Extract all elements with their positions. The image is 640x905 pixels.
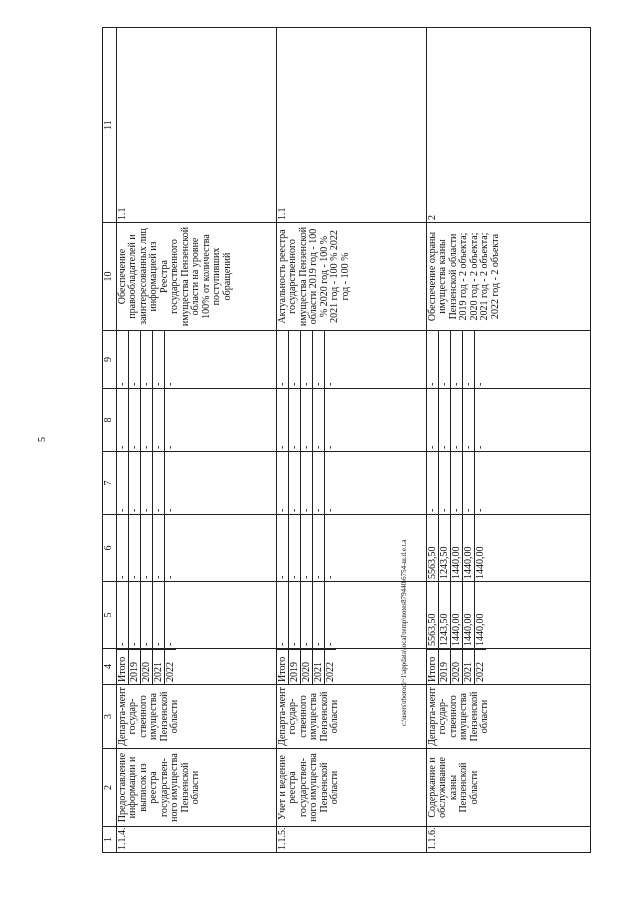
header-cell: 2: [103, 749, 117, 827]
header-cell: 11: [103, 28, 117, 223]
value-cell: -: [152, 331, 164, 388]
header-cell: 9: [103, 331, 117, 389]
value-cell: Итого: [427, 650, 439, 685]
value-cell: -: [300, 452, 312, 514]
budget-col6-cell: [116, 515, 276, 582]
budget-col7-cell: [276, 452, 426, 515]
value-cell: -: [117, 515, 129, 581]
value-cell: -: [450, 389, 462, 451]
value-cell: -: [474, 508, 486, 512]
value-cell: -: [474, 445, 486, 449]
executor-cell: Департа-мент государ-ственного имущества Пензенской области: [426, 685, 590, 749]
value-cell: -: [324, 642, 336, 646]
value-cell: -: [277, 331, 289, 388]
header-cell: 5: [103, 582, 117, 649]
value-cell: Итого: [117, 650, 129, 685]
value-cell: -: [128, 389, 140, 451]
program-table-sheet: [102, 28, 576, 853]
value-cell: -: [140, 389, 152, 451]
header-cell: 1: [103, 827, 117, 853]
year-list-cell: [116, 649, 276, 685]
program-table: [102, 27, 591, 853]
value-cell: 2022: [164, 650, 176, 685]
budget-col9-cell: [116, 331, 276, 389]
header-cell: 3: [103, 685, 117, 749]
value-cell: -: [128, 515, 140, 581]
value-cell: -: [277, 452, 289, 514]
value-cell: 2019: [128, 650, 140, 685]
value-cell: Итого: [277, 650, 289, 685]
value-cell: -: [277, 389, 289, 451]
budget-col7-cell: [426, 452, 590, 515]
value-cell: 2019: [288, 650, 300, 685]
value-cell: 2022: [474, 650, 486, 685]
header-cell: 10: [103, 223, 117, 331]
budget-col6-cell: [426, 515, 590, 582]
budget-col5-cell: [426, 582, 590, 649]
value-cell: -: [312, 389, 324, 451]
value-cell: -: [324, 575, 336, 579]
value-cell: 1440,00: [450, 515, 462, 581]
value-cell: -: [438, 331, 450, 388]
header-row: [103, 28, 117, 853]
file-path-footer: c:\users\rborodi~1\appdata\local\temp\notes879440\6754-ш.d.e.t.a: [400, 539, 408, 726]
row-number-cell: 1.1.4.: [116, 827, 276, 853]
page-number: 5: [37, 437, 48, 442]
header-cell: 7: [103, 452, 117, 515]
value-cell: -: [128, 331, 140, 388]
value-cell: -: [300, 582, 312, 648]
value-cell: 1243,50: [438, 582, 450, 648]
value-cell: 1243,50: [438, 515, 450, 581]
value-cell: -: [462, 452, 474, 514]
value-cell: -: [427, 331, 439, 388]
value-cell: -: [128, 452, 140, 514]
budget-col8-cell: [426, 389, 590, 452]
value-cell: 5563,50: [427, 582, 439, 648]
value-cell: 2020: [140, 650, 152, 685]
indicator-cell: Обеспечение охраны имущества казны Пензенской области 2019 год - 2 объекта; 2020 год - 2 объекта; 2021 год - 2 объекта; 2022 год - 2 объекта: [426, 223, 590, 331]
value-cell: -: [474, 382, 486, 386]
value-cell: -: [324, 382, 336, 386]
value-cell: -: [164, 508, 176, 512]
value-cell: -: [312, 515, 324, 581]
value-cell: -: [117, 331, 129, 388]
value-cell: 2021: [462, 650, 474, 685]
activity-name-cell: Учет и ведение реестра государствен-ного имущества Пензенской области: [276, 749, 426, 827]
value-cell: 2021: [152, 650, 164, 685]
indicator-cell: Актуальность реестра государственного имущества Пензенской области 2019 год - 100 % 2020 год - 100 % 2021 год - 100 % 2022 год - 100 %: [276, 223, 426, 331]
value-cell: -: [164, 642, 176, 646]
value-cell: -: [324, 445, 336, 449]
value-cell: -: [288, 331, 300, 388]
value-cell: -: [164, 382, 176, 386]
budget-col9-cell: [426, 331, 590, 389]
executor-cell: Департа-мент государ-ственного имущества Пензенской области: [276, 685, 426, 749]
table-row: [116, 28, 276, 853]
value-cell: -: [140, 582, 152, 648]
budget-col7-cell: [116, 452, 276, 515]
value-cell: 5563,50: [427, 515, 439, 581]
value-cell: -: [300, 331, 312, 388]
value-cell: -: [312, 452, 324, 514]
value-cell: -: [140, 452, 152, 514]
value-cell: -: [288, 515, 300, 581]
value-cell: -: [152, 389, 164, 451]
activity-name-cell: Содержание и обслуживание казны Пензенской области: [426, 749, 590, 827]
value-cell: -: [117, 389, 129, 451]
value-cell: -: [312, 582, 324, 648]
budget-col5-cell: [116, 582, 276, 649]
value-cell: -: [152, 582, 164, 648]
value-cell: -: [438, 389, 450, 451]
value-cell: -: [427, 452, 439, 514]
header-cell: 6: [103, 515, 117, 582]
value-cell: -: [277, 515, 289, 581]
activity-name-cell: Предоставление информации и выписок из реестра государствен-ного имущества Пензенской области: [116, 749, 276, 827]
value-cell: -: [288, 452, 300, 514]
value-cell: -: [164, 445, 176, 449]
value-cell: -: [300, 389, 312, 451]
value-cell: 2022: [324, 650, 336, 685]
value-cell: -: [324, 508, 336, 512]
value-cell: -: [312, 331, 324, 388]
table-row: [426, 28, 590, 853]
link-cell: 1.1: [276, 28, 426, 223]
value-cell: -: [450, 331, 462, 388]
value-cell: 1440,00: [462, 515, 474, 581]
value-cell: -: [462, 389, 474, 451]
value-cell: -: [450, 452, 462, 514]
value-cell: -: [462, 331, 474, 388]
value-cell: -: [288, 389, 300, 451]
value-cell: 1440,00: [474, 546, 486, 579]
value-cell: -: [277, 582, 289, 648]
link-cell: 2: [426, 28, 590, 223]
link-cell: 1.1: [116, 28, 276, 223]
value-cell: 2020: [300, 650, 312, 685]
value-cell: -: [152, 452, 164, 514]
value-cell: -: [117, 452, 129, 514]
budget-col8-cell: [116, 389, 276, 452]
value-cell: 1440,00: [474, 613, 486, 646]
value-cell: -: [288, 582, 300, 648]
header-cell: 8: [103, 389, 117, 452]
value-cell: -: [140, 515, 152, 581]
value-cell: 2019: [438, 650, 450, 685]
row-number-cell: 1.1.5.: [276, 827, 426, 853]
value-cell: -: [164, 575, 176, 579]
value-cell: -: [140, 331, 152, 388]
value-cell: -: [152, 515, 164, 581]
value-cell: 2021: [312, 650, 324, 685]
indicator-cell: Обеспечение правообладателей и заинтересованных лиц информацией из Реестра государственного имущества Пензенской области на уровне 100% от количества поступивших обращений: [116, 223, 276, 331]
value-cell: -: [427, 389, 439, 451]
table-row: [276, 28, 426, 853]
value-cell: -: [438, 452, 450, 514]
value-cell: 2020: [450, 650, 462, 685]
value-cell: -: [128, 582, 140, 648]
budget-col8-cell: [276, 389, 426, 452]
executor-cell: Департа-мент государ-ственного имущества Пензенской области: [116, 685, 276, 749]
value-cell: -: [300, 515, 312, 581]
value-cell: -: [117, 582, 129, 648]
value-cell: 1440,00: [462, 582, 474, 648]
year-list-cell: [426, 649, 590, 685]
budget-col9-cell: [276, 331, 426, 389]
header-cell: 4: [103, 649, 117, 685]
value-cell: 1440,00: [450, 582, 462, 648]
row-number-cell: 1.1.6.: [426, 827, 590, 853]
